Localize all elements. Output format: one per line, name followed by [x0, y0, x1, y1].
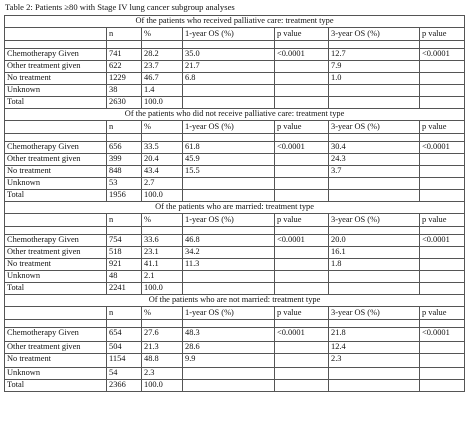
- spacer-cell: [420, 227, 465, 235]
- spacer-row: [5, 320, 465, 328]
- three-year-os-cell: 7.9: [329, 61, 420, 73]
- column-header: p value: [420, 214, 465, 227]
- table-row: [5, 247, 465, 259]
- p-value-3-cell: [420, 154, 465, 166]
- percent-cell: 48.8: [142, 354, 183, 368]
- p-value-3-cell: [420, 190, 465, 202]
- n-cell: 1229: [107, 73, 142, 85]
- p-value-1-cell: [275, 354, 329, 368]
- row-label: No treatment: [5, 259, 107, 271]
- p-value-1-cell: [275, 283, 329, 295]
- column-header: p value: [275, 121, 329, 134]
- column-header: 1-year OS (%): [183, 214, 275, 227]
- p-value-3-cell: [420, 368, 465, 380]
- p-value-3-cell: <0.0001: [420, 49, 465, 61]
- spacer-cell: [183, 227, 275, 235]
- three-year-os-cell: [329, 283, 420, 295]
- p-value-1-cell: [275, 61, 329, 73]
- table-row: [5, 283, 465, 295]
- one-year-os-cell: 35.0: [183, 49, 275, 61]
- one-year-os-cell: 15.5: [183, 166, 275, 178]
- header-empty-cell: [5, 121, 107, 134]
- column-header-row: [5, 121, 465, 134]
- table-row: [5, 235, 465, 247]
- column-header: %: [142, 121, 183, 134]
- header-empty-cell: [5, 214, 107, 227]
- one-year-os-cell: [183, 178, 275, 190]
- percent-cell: 43.4: [142, 166, 183, 178]
- p-value-1-cell: <0.0001: [275, 142, 329, 154]
- p-value-3-cell: [420, 354, 465, 368]
- three-year-os-cell: 12.4: [329, 342, 420, 354]
- spacer-cell: [5, 320, 107, 328]
- section-title-row: [5, 295, 465, 307]
- table-body: [5, 16, 465, 392]
- spacer-cell: [107, 320, 142, 328]
- row-label: Other treatment given: [5, 154, 107, 166]
- one-year-os-cell: [183, 283, 275, 295]
- table-row: [5, 271, 465, 283]
- table-row: [5, 97, 465, 109]
- p-value-1-cell: <0.0001: [275, 235, 329, 247]
- n-cell: 2630: [107, 97, 142, 109]
- column-header: %: [142, 28, 183, 41]
- one-year-os-cell: 28.6: [183, 342, 275, 354]
- p-value-1-cell: [275, 342, 329, 354]
- p-value-3-cell: [420, 271, 465, 283]
- p-value-1-cell: [275, 271, 329, 283]
- column-header: %: [142, 307, 183, 320]
- section-title: Of the patients who are not married: treatment type: [5, 295, 465, 307]
- spacer-row: [5, 227, 465, 235]
- one-year-os-cell: 34.2: [183, 247, 275, 259]
- one-year-os-cell: [183, 368, 275, 380]
- percent-cell: 33.6: [142, 235, 183, 247]
- table-row: [5, 342, 465, 354]
- section-title-row: [5, 202, 465, 214]
- percent-cell: 46.7: [142, 73, 183, 85]
- spacer-cell: [5, 41, 107, 49]
- row-label: Other treatment given: [5, 61, 107, 73]
- p-value-3-cell: [420, 61, 465, 73]
- spacer-row: [5, 134, 465, 142]
- subgroup-table: [4, 15, 465, 392]
- p-value-3-cell: [420, 380, 465, 392]
- row-label: Total: [5, 97, 107, 109]
- n-cell: 38: [107, 85, 142, 97]
- spacer-cell: [329, 320, 420, 328]
- section-title: Of the patients who received palliative care: treatment type: [5, 16, 465, 28]
- one-year-os-cell: 9.9: [183, 354, 275, 368]
- row-label: No treatment: [5, 166, 107, 178]
- one-year-os-cell: [183, 85, 275, 97]
- table-row: [5, 166, 465, 178]
- spacer-cell: [329, 134, 420, 142]
- three-year-os-cell: [329, 368, 420, 380]
- spacer-cell: [183, 320, 275, 328]
- three-year-os-cell: 1.0: [329, 73, 420, 85]
- column-header: p value: [275, 214, 329, 227]
- p-value-3-cell: <0.0001: [420, 142, 465, 154]
- p-value-1-cell: [275, 166, 329, 178]
- three-year-os-cell: [329, 190, 420, 202]
- table-row: [5, 154, 465, 166]
- row-label: Unknown: [5, 178, 107, 190]
- p-value-3-cell: [420, 178, 465, 190]
- spacer-cell: [5, 227, 107, 235]
- three-year-os-cell: 30.4: [329, 142, 420, 154]
- table-row: [5, 85, 465, 97]
- column-header: 1-year OS (%): [183, 28, 275, 41]
- p-value-1-cell: [275, 259, 329, 271]
- spacer-cell: [183, 134, 275, 142]
- spacer-cell: [420, 320, 465, 328]
- column-header: 3-year OS (%): [329, 28, 420, 41]
- section-title-row: [5, 16, 465, 28]
- three-year-os-cell: [329, 380, 420, 392]
- table-row: [5, 142, 465, 154]
- one-year-os-cell: [183, 97, 275, 109]
- header-empty-cell: [5, 28, 107, 41]
- p-value-1-cell: [275, 190, 329, 202]
- one-year-os-cell: 46.8: [183, 235, 275, 247]
- one-year-os-cell: 45.9: [183, 154, 275, 166]
- percent-cell: 23.1: [142, 247, 183, 259]
- n-cell: 399: [107, 154, 142, 166]
- column-header: n: [107, 307, 142, 320]
- p-value-3-cell: <0.0001: [420, 328, 465, 342]
- one-year-os-cell: 48.3: [183, 328, 275, 342]
- column-header: n: [107, 28, 142, 41]
- percent-cell: 1.4: [142, 85, 183, 97]
- p-value-1-cell: [275, 380, 329, 392]
- header-empty-cell: [5, 307, 107, 320]
- three-year-os-cell: [329, 85, 420, 97]
- p-value-3-cell: [420, 97, 465, 109]
- column-header: p value: [275, 307, 329, 320]
- p-value-1-cell: [275, 368, 329, 380]
- n-cell: 622: [107, 61, 142, 73]
- p-value-3-cell: [420, 259, 465, 271]
- n-cell: 2366: [107, 380, 142, 392]
- spacer-cell: [142, 134, 183, 142]
- percent-cell: 2.3: [142, 368, 183, 380]
- percent-cell: 28.2: [142, 49, 183, 61]
- p-value-1-cell: [275, 247, 329, 259]
- p-value-1-cell: [275, 97, 329, 109]
- row-label: No treatment: [5, 354, 107, 368]
- n-cell: 1956: [107, 190, 142, 202]
- n-cell: 53: [107, 178, 142, 190]
- row-label: Total: [5, 380, 107, 392]
- spacer-cell: [275, 41, 329, 49]
- p-value-1-cell: <0.0001: [275, 328, 329, 342]
- column-header: 1-year OS (%): [183, 307, 275, 320]
- one-year-os-cell: [183, 271, 275, 283]
- n-cell: 48: [107, 271, 142, 283]
- row-label: Chemotherapy Given: [5, 235, 107, 247]
- percent-cell: 23.7: [142, 61, 183, 73]
- spacer-cell: [107, 41, 142, 49]
- one-year-os-cell: 21.7: [183, 61, 275, 73]
- three-year-os-cell: 21.8: [329, 328, 420, 342]
- spacer-cell: [329, 227, 420, 235]
- table-row: [5, 328, 465, 342]
- n-cell: 54: [107, 368, 142, 380]
- percent-cell: 2.7: [142, 178, 183, 190]
- one-year-os-cell: 11.3: [183, 259, 275, 271]
- percent-cell: 2.1: [142, 271, 183, 283]
- spacer-cell: [142, 320, 183, 328]
- table-row: [5, 73, 465, 85]
- p-value-3-cell: [420, 283, 465, 295]
- column-header: 3-year OS (%): [329, 307, 420, 320]
- row-label: Other treatment given: [5, 342, 107, 354]
- three-year-os-cell: [329, 97, 420, 109]
- three-year-os-cell: 16.1: [329, 247, 420, 259]
- p-value-3-cell: [420, 247, 465, 259]
- section-title: Of the patients who did not receive palliative care: treatment type: [5, 109, 465, 121]
- percent-cell: 27.6: [142, 328, 183, 342]
- three-year-os-cell: 20.0: [329, 235, 420, 247]
- percent-cell: 100.0: [142, 190, 183, 202]
- row-label: No treatment: [5, 73, 107, 85]
- column-header: %: [142, 214, 183, 227]
- table-row: [5, 49, 465, 61]
- spacer-cell: [142, 41, 183, 49]
- three-year-os-cell: 24.3: [329, 154, 420, 166]
- row-label: Unknown: [5, 368, 107, 380]
- row-label: Unknown: [5, 271, 107, 283]
- three-year-os-cell: 12.7: [329, 49, 420, 61]
- table-row: [5, 190, 465, 202]
- p-value-1-cell: [275, 73, 329, 85]
- spacer-cell: [183, 41, 275, 49]
- three-year-os-cell: [329, 178, 420, 190]
- column-header: n: [107, 214, 142, 227]
- n-cell: 2241: [107, 283, 142, 295]
- p-value-1-cell: [275, 154, 329, 166]
- spacer-cell: [420, 134, 465, 142]
- p-value-1-cell: [275, 85, 329, 97]
- n-cell: 921: [107, 259, 142, 271]
- p-value-3-cell: [420, 342, 465, 354]
- n-cell: 656: [107, 142, 142, 154]
- spacer-cell: [420, 41, 465, 49]
- column-header-row: [5, 307, 465, 320]
- row-label: Other treatment given: [5, 247, 107, 259]
- column-header: 3-year OS (%): [329, 121, 420, 134]
- p-value-3-cell: [420, 85, 465, 97]
- column-header-row: [5, 28, 465, 41]
- three-year-os-cell: 3.7: [329, 166, 420, 178]
- column-header: p value: [420, 307, 465, 320]
- spacer-cell: [142, 227, 183, 235]
- column-header: p value: [420, 28, 465, 41]
- one-year-os-cell: 61.8: [183, 142, 275, 154]
- spacer-cell: [5, 134, 107, 142]
- n-cell: 518: [107, 247, 142, 259]
- table-row: [5, 259, 465, 271]
- section-title: Of the patients who are married: treatment type: [5, 202, 465, 214]
- percent-cell: 21.3: [142, 342, 183, 354]
- n-cell: 504: [107, 342, 142, 354]
- three-year-os-cell: [329, 271, 420, 283]
- n-cell: 754: [107, 235, 142, 247]
- percent-cell: 100.0: [142, 380, 183, 392]
- spacer-cell: [275, 227, 329, 235]
- percent-cell: 41.1: [142, 259, 183, 271]
- p-value-3-cell: <0.0001: [420, 235, 465, 247]
- percent-cell: 100.0: [142, 97, 183, 109]
- spacer-cell: [275, 320, 329, 328]
- row-label: Unknown: [5, 85, 107, 97]
- column-header: p value: [420, 121, 465, 134]
- table-row: [5, 178, 465, 190]
- section-title-row: [5, 109, 465, 121]
- n-cell: 1154: [107, 354, 142, 368]
- p-value-1-cell: [275, 178, 329, 190]
- n-cell: 654: [107, 328, 142, 342]
- column-header: 3-year OS (%): [329, 214, 420, 227]
- table-row: [5, 380, 465, 392]
- p-value-3-cell: [420, 73, 465, 85]
- row-label: Chemotherapy Given: [5, 49, 107, 61]
- three-year-os-cell: 1.8: [329, 259, 420, 271]
- percent-cell: 33.5: [142, 142, 183, 154]
- p-value-3-cell: [420, 166, 465, 178]
- table-row: [5, 354, 465, 368]
- column-header: p value: [275, 28, 329, 41]
- table-row: [5, 61, 465, 73]
- one-year-os-cell: 6.8: [183, 73, 275, 85]
- column-header-row: [5, 214, 465, 227]
- three-year-os-cell: 2.3: [329, 354, 420, 368]
- column-header: n: [107, 121, 142, 134]
- row-label: Total: [5, 190, 107, 202]
- spacer-cell: [107, 227, 142, 235]
- spacer-cell: [107, 134, 142, 142]
- spacer-cell: [275, 134, 329, 142]
- spacer-cell: [329, 41, 420, 49]
- row-label: Total: [5, 283, 107, 295]
- p-value-1-cell: <0.0001: [275, 49, 329, 61]
- row-label: Chemotherapy Given: [5, 328, 107, 342]
- one-year-os-cell: [183, 190, 275, 202]
- percent-cell: 20.4: [142, 154, 183, 166]
- n-cell: 848: [107, 166, 142, 178]
- spacer-row: [5, 41, 465, 49]
- one-year-os-cell: [183, 380, 275, 392]
- table-caption: Table 2: Patients ≥80 with Stage IV lung cancer subgroup analyses: [5, 2, 235, 12]
- table-row: [5, 368, 465, 380]
- column-header: 1-year OS (%): [183, 121, 275, 134]
- row-label: Chemotherapy Given: [5, 142, 107, 154]
- n-cell: 741: [107, 49, 142, 61]
- percent-cell: 100.0: [142, 283, 183, 295]
